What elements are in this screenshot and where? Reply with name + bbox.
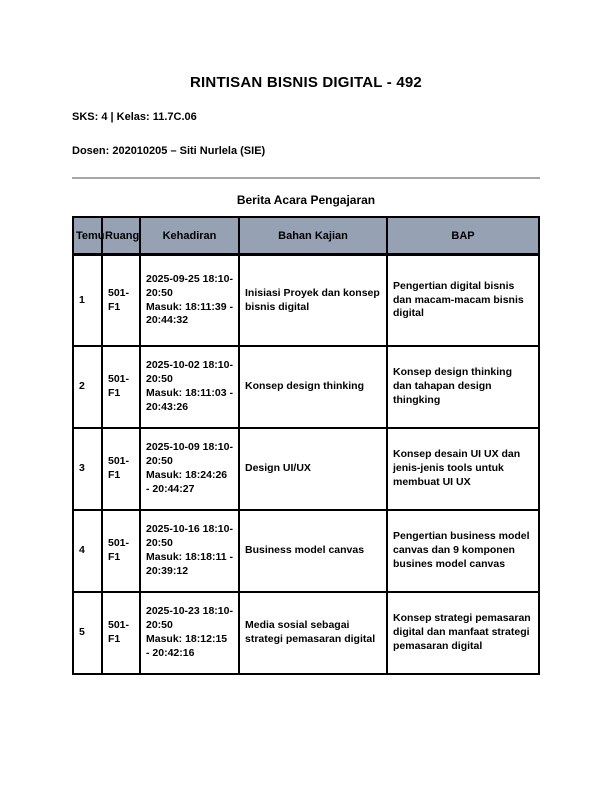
ruang-cell: 501-F1 (102, 510, 140, 592)
table-caption: Berita Acara Pengajaran (236, 193, 376, 207)
kehadiran-masuk: Masuk: 18:18:11 - 20:39:12 (146, 551, 233, 577)
bap-cell: Pengertian business model canvas dan 9 komponen busines model canvas (387, 510, 539, 592)
column-header-ruang: Ruang (102, 217, 140, 255)
kehadiran-jadwal: 2025-10-02 18:10-20:50 (146, 359, 233, 386)
kehadiran-jadwal: 2025-09-25 18:10-20:50 (146, 272, 233, 299)
table-row (73, 428, 539, 510)
kehadiran-masuk: Masuk: 18:11:03 - 20:43:26 (146, 387, 233, 413)
column-header-temu: Temu (73, 217, 102, 255)
table-row (73, 255, 539, 347)
column-header-bap: BAP (387, 217, 539, 255)
page-title: RINTISAN BISNIS DIGITAL - 492 (190, 74, 422, 91)
temu-cell: 3 (73, 428, 102, 510)
table-row (73, 592, 539, 674)
berita-acara-table (72, 216, 540, 675)
kehadiran-cell (140, 255, 239, 347)
bap-cell: Pengertian digital bisnis dan macam-macam bisnis digital (387, 255, 539, 347)
bap-cell: Konsep design thinking dan tahapan design thingking (387, 346, 539, 428)
table-header-row (73, 217, 539, 255)
table-row (73, 346, 539, 428)
table-row (73, 510, 539, 592)
bahan-kajian-cell: Inisiasi Proyek dan konsep bisnis digital (239, 255, 387, 347)
ruang-cell: 501-F1 (102, 346, 140, 428)
kehadiran-cell (140, 346, 239, 428)
horizontal-divider (72, 177, 540, 179)
temu-cell: 5 (73, 592, 102, 674)
ruang-cell: 501-F1 (102, 428, 140, 510)
bahan-kajian-cell: Konsep design thinking (239, 346, 387, 428)
bap-cell: Konsep strategi pemasaran digital dan manfaat strategi pemasaran digital (387, 592, 539, 674)
kehadiran-jadwal: 2025-10-16 18:10-20:50 (146, 523, 233, 550)
kehadiran-masuk: Masuk: 18:12:15 - 20:42:16 (146, 633, 228, 659)
temu-cell: 2 (73, 346, 102, 428)
kehadiran-jadwal: 2025-10-09 18:10-20:50 (146, 441, 233, 468)
kehadiran-jadwal: 2025-10-23 18:10-20:50 (146, 605, 233, 632)
meta-dosen: Dosen: 202010205 – Siti Nurlela (SIE) (72, 145, 266, 157)
kehadiran-cell (140, 592, 239, 674)
kehadiran-masuk: Masuk: 18:11:39 - 20:44:32 (146, 300, 233, 327)
meta-sks-kelas: SKS: 4 | Kelas: 11.7C.06 (72, 111, 197, 123)
bahan-kajian-cell: Business model canvas (239, 510, 387, 592)
kehadiran-masuk: Masuk: 18:24:26 - 20:44:27 (146, 469, 228, 495)
bahan-kajian-cell: Media sosial sebagai strategi pemasaran digital (239, 592, 387, 674)
ruang-cell: 501-F1 (102, 255, 140, 347)
temu-cell: 1 (73, 255, 102, 347)
column-header-bahan-kajian: Bahan Kajian (239, 217, 387, 255)
kehadiran-cell (140, 510, 239, 592)
temu-cell: 4 (73, 510, 102, 592)
column-header-kehadiran: Kehadiran (140, 217, 239, 255)
ruang-cell: 501-F1 (102, 592, 140, 674)
bahan-kajian-cell: Design UI/UX (239, 428, 387, 510)
kehadiran-cell (140, 428, 239, 510)
bap-cell: Konsep desain UI UX dan jenis-jenis tools untuk membuat UI UX (387, 428, 539, 510)
